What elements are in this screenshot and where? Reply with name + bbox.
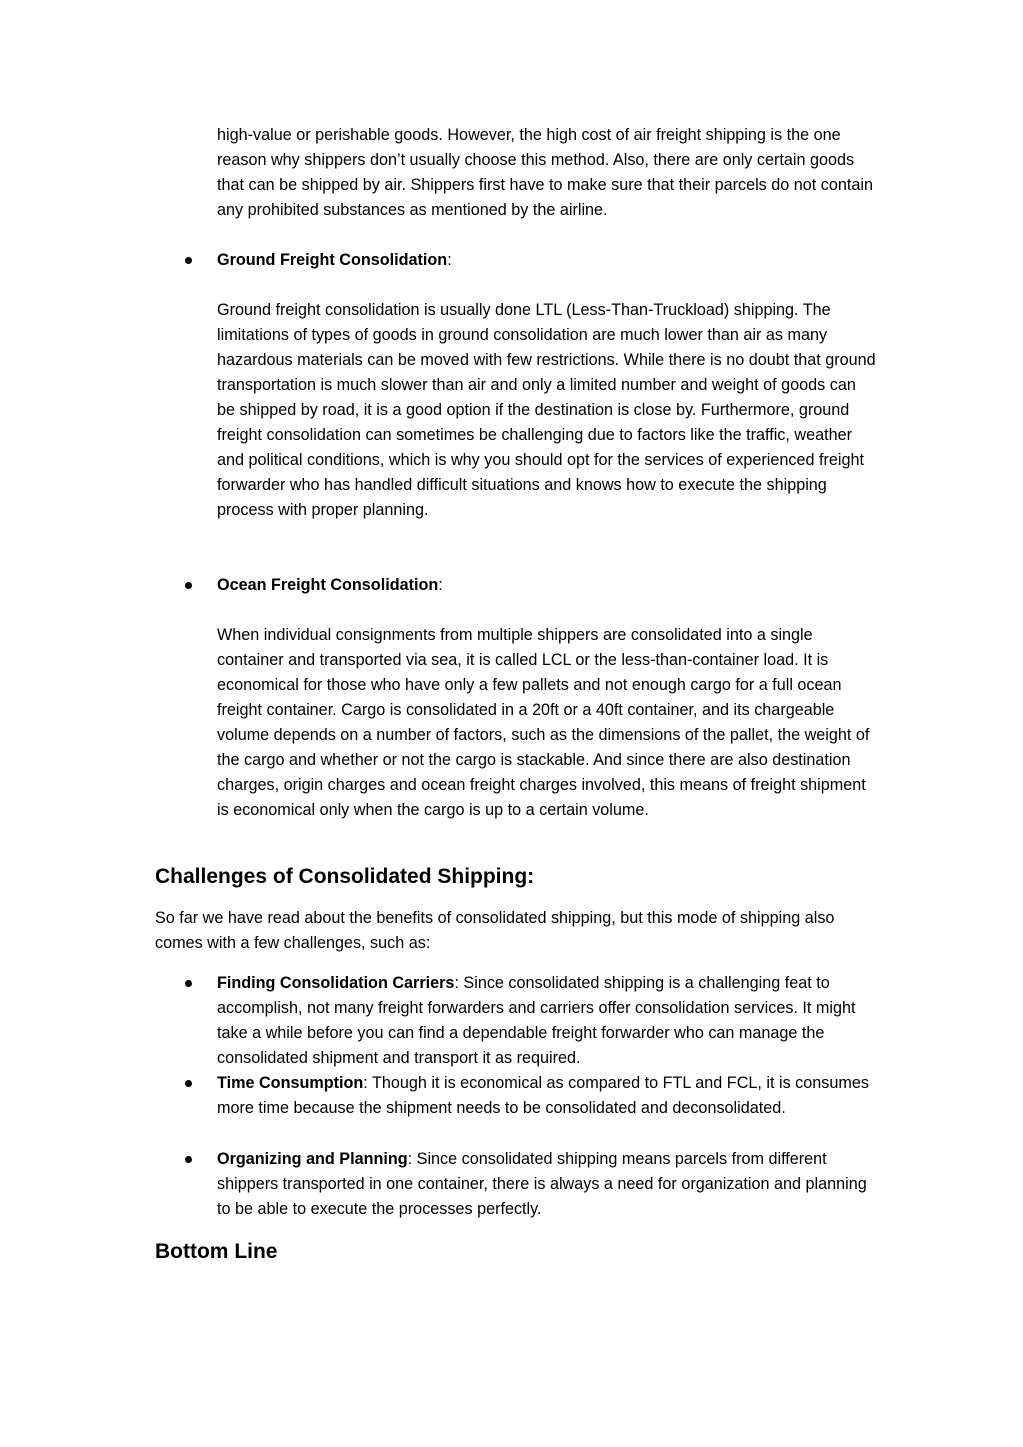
list-item-time-consumption bbox=[185, 1071, 877, 1146]
bullet-icon bbox=[185, 980, 192, 987]
term-suffix: : bbox=[447, 251, 452, 269]
ocean-freight-description: When individual consignments from multiple shippers are consolidated into a single container and transported via sea, it is called LCL or the less-than-container load. It is economical for those who have only a few pallets and not enough cargo for a full ocean freight container. Cargo is consolidated in a 20ft or a 40ft container, and its chargeable volume depends on a number of factors, such as the dimensions of the pallet, the weight of the cargo and whether or not the cargo is stackable. And since there are also destination charges, origin charges and ocean freight charges involved, this means of freight shipment is economical only when the cargo is up to a certain volume. bbox=[217, 626, 870, 819]
bullet-icon bbox=[185, 582, 192, 589]
list-item-organizing-planning bbox=[185, 1147, 877, 1222]
list-item-finding-carriers bbox=[185, 971, 877, 1071]
term-suffix: : bbox=[438, 576, 443, 594]
term-ground-freight: Ground Freight Consolidation bbox=[217, 251, 448, 269]
bullet-icon bbox=[185, 1156, 192, 1163]
term-description: : Though it is economical as compared to FTL and FCL, it is consumes more time because the shipment needs to be consolidated and deconsolidated. bbox=[217, 1074, 869, 1117]
list-item-text bbox=[217, 1147, 877, 1222]
list-item-text bbox=[217, 1071, 877, 1121]
list-item-ocean-freight bbox=[185, 573, 877, 598]
term-description: : Since consolidated shipping means parcels from different shippers transported in one container, there is always a need for organization and planning to be able to execute the processes perfectly. bbox=[217, 1150, 867, 1218]
bullet-icon bbox=[185, 257, 192, 264]
term-finding-carriers: Finding Consolidation Carriers bbox=[217, 974, 455, 992]
air-freight-continuation: high-value or perishable goods. However, the high cost of air freight shipping is the one reason why shippers don’t usually choose this method. Also, there are only certain goods that can be shipped by air. Shippers first have to make sure that their parcels do not contain any prohibited substances as mentioned by the airline. bbox=[217, 126, 873, 219]
term-time-consumption: Time Consumption bbox=[217, 1074, 364, 1092]
section-heading-challenges: Challenges of Consolidated Shipping: bbox=[155, 865, 535, 888]
term-description: : Since consolidated shipping is a challenging feat to accomplish, not many freight forwarders and carriers offer consolidation services. It might take a while before you can find a dependable freight forwarder who can manage the consolidated shipment and transport it as required. bbox=[217, 974, 856, 1067]
section-heading-bottom-line: Bottom Line bbox=[155, 1240, 278, 1263]
ground-freight-description: Ground freight consolidation is usually done LTL (Less-Than-Truckload) shipping. The limitations of types of goods in ground consolidation are much lower than air as many hazardous materials can be moved with few restrictions. While there is no doubt that ground transportation is much slower than air and only a limited number and weight of goods can be shipped by road, it is a good option if the destination is close by. Furthermore, ground freight consolidation can sometimes be challenging due to factors like the traffic, weather and political conditions, which is why you should opt for the services of experienced freight forwarder who has handled difficult situations and knows how to execute the shipping process with proper planning. bbox=[217, 301, 876, 519]
term-ocean-freight: Ocean Freight Consolidation bbox=[217, 576, 439, 594]
term-organizing-planning: Organizing and Planning bbox=[217, 1150, 408, 1168]
challenges-intro: So far we have read about the benefits of consolidated shipping, but this mode of shipping also comes with a few challenges, such as: bbox=[155, 909, 835, 952]
list-item-title bbox=[217, 573, 877, 598]
list-item-title bbox=[217, 248, 877, 273]
list-item-ground-freight bbox=[185, 248, 877, 273]
bullet-icon bbox=[185, 1080, 192, 1087]
list-item-text bbox=[217, 971, 877, 1071]
